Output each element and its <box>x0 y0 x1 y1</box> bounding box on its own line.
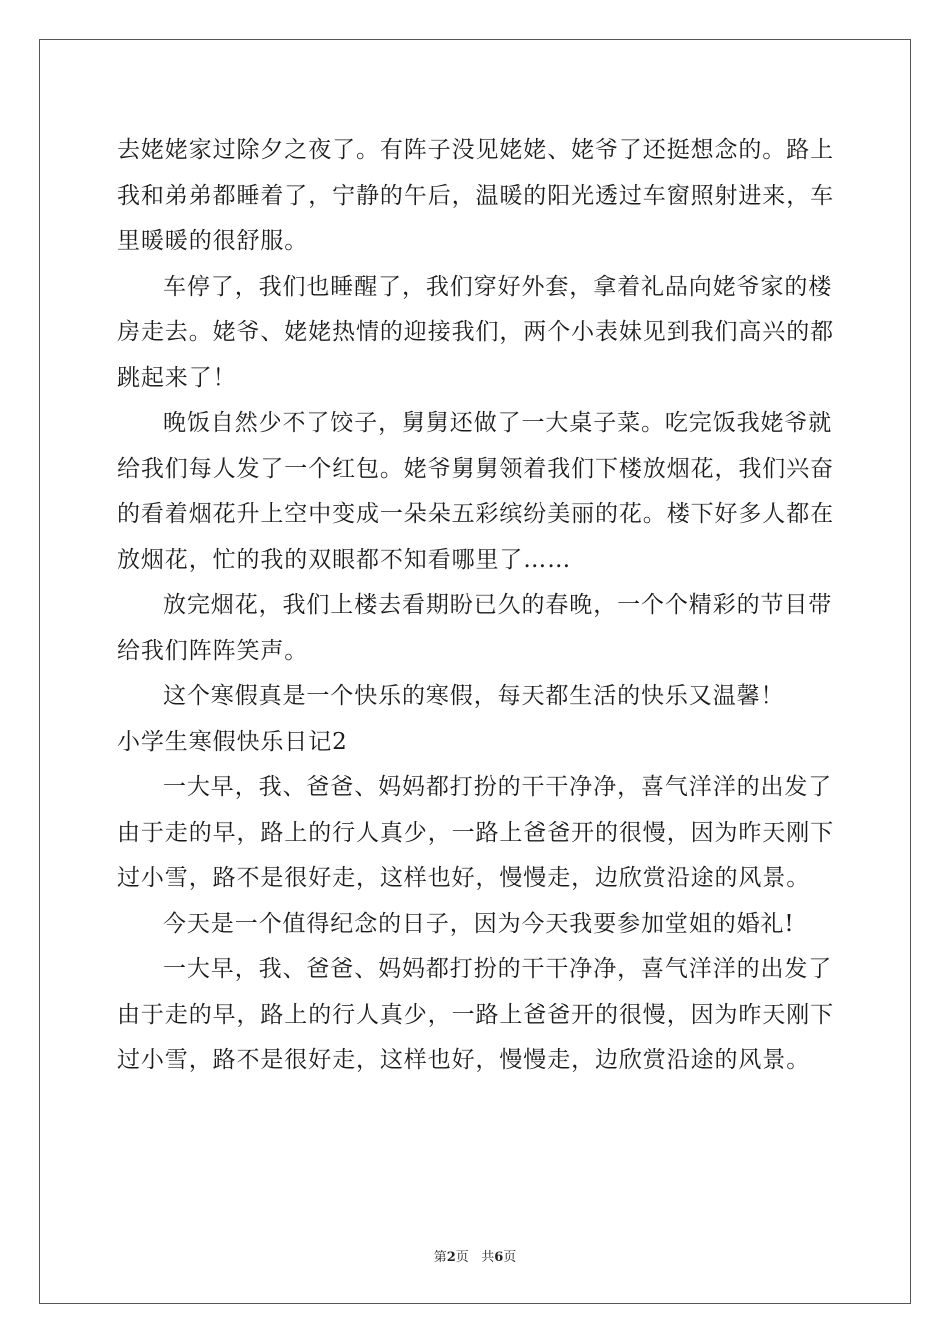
text-line: 过小雪，路不是很好走，这样也好，慢慢走，边欣赏沿途的风景。 <box>117 865 811 891</box>
paragraph <box>117 674 837 720</box>
text-line: 我和弟弟都睡着了，宁静的午后，温暖的阳光透过车窗照射进来，车 <box>117 182 834 209</box>
footer-page-prefix: 第 <box>433 1250 447 1265</box>
text-line: 跳起来了！ <box>117 364 237 391</box>
text-line: 这个寒假真是一个快乐的寒假，每天都生活的快乐又温馨！ <box>163 683 785 709</box>
text-line: 的看着烟花升上空中变成一朵朵五彩缤纷美丽的花。楼下好多人都在 <box>117 501 834 527</box>
paragraph <box>117 128 837 265</box>
text-line: 由于走的早，路上的行人真少，一路上爸爸开的很慢，因为昨天刚下 <box>117 819 834 846</box>
text-line: 一大早，我、爸爸、妈妈都打扮的干干净净，喜气洋洋的出发了 <box>163 956 833 982</box>
paragraph <box>117 583 837 674</box>
text-line: 由于走的早，路上的行人真少，一路上爸爸开的很慢，因为昨天刚下 <box>117 1001 834 1028</box>
text-line: 一大早，我、爸爸、妈妈都打扮的干干净净，喜气洋洋的出发了 <box>163 774 833 800</box>
paragraph <box>117 720 837 766</box>
paragraph <box>117 401 837 583</box>
text-line: 今天是一个值得纪念的日子，因为今天我要参加堂姐的婚礼! <box>163 910 795 937</box>
footer-total-prefix: 共 <box>481 1250 495 1265</box>
text-line: 小学生寒假快乐日记2 <box>117 728 348 755</box>
paragraph <box>117 947 837 1084</box>
page-footer <box>0 1246 950 1265</box>
footer-page-number: 2 <box>446 1250 456 1265</box>
text-line: 给我们阵阵笑声。 <box>117 637 309 664</box>
text-line: 车停了，我们也睡醒了，我们穿好外套，拿着礼品向姥爷家的楼 <box>163 273 833 300</box>
text-line: 给我们每人发了一个红包。姥爷舅舅领着我们下楼放烟花，我们兴奋 <box>117 455 834 482</box>
text-line: 里暖暖的很舒服。 <box>117 228 309 254</box>
text-line: 放烟花，忙的我的双眼都不知看哪里了…… <box>117 546 572 573</box>
footer-total-pages: 6 <box>494 1250 504 1265</box>
paragraph <box>117 902 837 948</box>
text-line: 去姥姥家过除夕之夜了。有阵子没见姥姥、姥爷了还挺想念的。路上 <box>117 137 834 163</box>
text-line: 晚饭自然少不了饺子，舅舅还做了一大桌子菜。吃完饭我姥爷就 <box>163 410 833 436</box>
footer-page-suffix: 页 <box>455 1250 469 1265</box>
footer-total-suffix: 页 <box>503 1250 517 1265</box>
paragraph <box>117 265 837 402</box>
document-body <box>117 128 837 1084</box>
paragraph <box>117 765 837 902</box>
text-line: 过小雪，路不是很好走，这样也好，慢慢走，边欣赏沿途的风景。 <box>117 1047 811 1073</box>
text-line: 房走去。姥爷、姥姥热情的迎接我们，两个小表妹见到我们高兴的都 <box>117 319 834 345</box>
text-line: 放完烟花，我们上楼去看期盼已久的春晚，一个个精彩的节目带 <box>163 592 833 618</box>
